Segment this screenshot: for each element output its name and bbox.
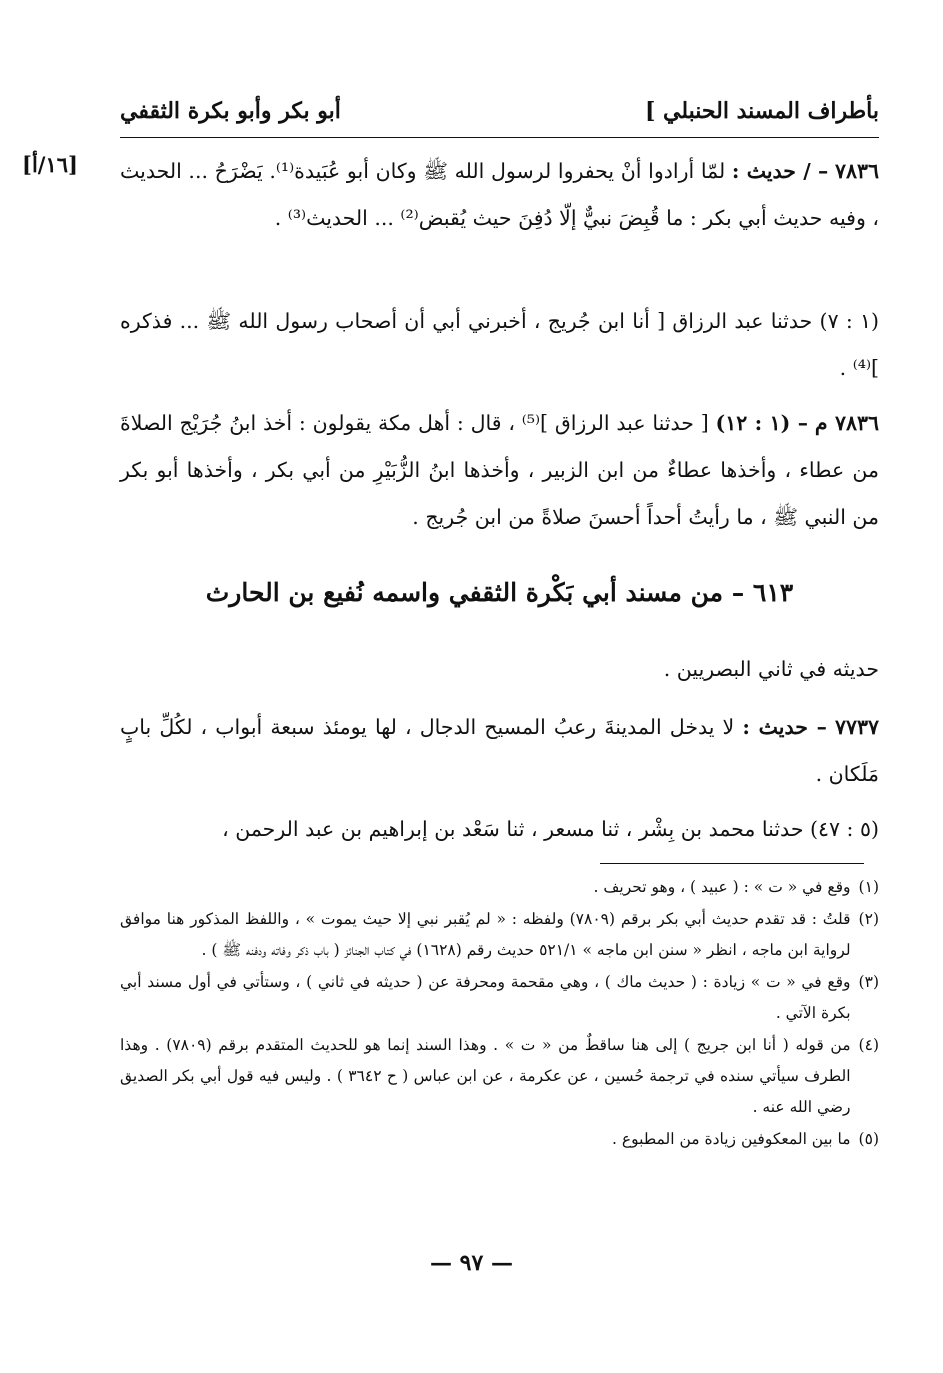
footnote-number: (٣) — [858, 973, 879, 991]
header-rule — [120, 137, 879, 138]
hadith-number: ٧٧٣٧ — [834, 715, 879, 739]
footnote-text: من قوله ( أنا ابن جريج ) إلى هنا ساقطٌ من « ت » . وهذا السند إنما هو للحديث المتقدم برقم (٧٨٠٩) . وهذا الطرف سيأتي سنده في ترجمة حُسين ، عن عكرمة ، عن ابن عباس ( ح ٣٦٤٢ ) . وليس فيه قول أبي بكر الصديق رضي الله عنه . — [120, 1036, 851, 1116]
hadith-7836 — [120, 148, 879, 242]
footnote — [120, 967, 879, 1029]
isnad-paragraph: (١ : ٧) حدثنا عبد الرزاق [ أنا ابن جُريج ، أخبرني أبي أن أصحاب رسول الله ﷺ ... فذكره ]⁽⁴⁾ . — [120, 309, 879, 380]
hadith-7737 — [120, 704, 879, 798]
footnote — [120, 1124, 879, 1155]
header-book-title: بأطراف المسند الحنبلي ] — [644, 98, 879, 124]
hadith-text: لمّا أرادوا أنْ يحفروا لرسول الله ﷺ وكان أبو عُبَيدة⁽¹⁾. يَضْرَحُ ... الحديث ، وفيه حديث أبي بكر : ما قُبِضَ نبيٌّ إلّا دُفِنَ حيث يُقبض⁽²⁾ ... الحديث⁽³⁾ . — [120, 159, 879, 230]
footnote — [120, 1030, 879, 1123]
footnote-text: قلتُ : قد تقدم حديث أبي بكر برقم (٧٨٠٩) ولفظه : « لم يُقبر نبي إلا حيث يموت » ، واللفظ المذكور هنا موافق لرواية ابن ماجه ، انظر « سنن ابن ماجه » ٥٢١/١ حديث رقم (١٦٢٨) في كتاب الجنائز ( باب ذكر وفاته ودفنه ﷺ ) . — [120, 910, 851, 959]
hadith-text: لا يدخل المدينةَ رعبُ المسيح الدجال ، لها يومئذ سبعة أبواب ، لكُلِّ بابٍ مَلَكان . — [120, 715, 879, 786]
footnote-number: (٥) — [858, 1130, 879, 1148]
section-intro: حديثه في ثاني البصريين . — [663, 657, 879, 681]
footnote — [120, 904, 879, 966]
hadith-text: [ حدثنا عبد الرزاق ]⁽⁵⁾ ، قال : أهل مكة يقولون : أخذ ابنُ جُرَيْج الصلاةَ من عطاء ، وأخذها عطاءٌ من ابن الزبير ، وأخذها ابنُ الزُّبَيْرِ من أبي بكر ، وأخذها أبو بكر من النبي ﷺ ، ما رأيتُ أحداً أحسنَ صلاةً من ابن جُريج . — [120, 411, 879, 529]
footnotes — [120, 872, 879, 1156]
footnote-number: (٤) — [858, 1036, 879, 1054]
footnote-number: (١) — [858, 878, 879, 896]
footnote-text: وقع في « ت » زيادة : ( حديث ماك ) ، وهي مقحمة ومحرفة عن ( حديثه في ثاني ) ، وستأتي في أول مسند أبي بكرة الآتي . — [120, 973, 851, 1022]
hadith-reference: – (١ : ١٢) — [715, 411, 809, 435]
footnote-text: ما بين المعكوفين زيادة من المطبوع . — [612, 1130, 851, 1148]
footnote-number: (٢) — [858, 910, 879, 928]
header-section-title: أبو بكر وأبو بكرة الثقفي — [120, 98, 341, 124]
footnote — [120, 872, 879, 903]
hadith-label: – حديث : — [742, 715, 827, 739]
hadith-number: ٧٨٣٦ م — [814, 411, 879, 435]
isnad-paragraph: (٥ : ٤٧) حدثنا محمد بن بِشْر ، ثنا مسعر ، ثنا سَعْد بن إبراهيم بن عبد الرحمن ، — [222, 817, 879, 841]
footnote-text: وقع في « ت » : ( عبيد ) ، وهو تحريف . — [593, 878, 851, 896]
section-heading: ٦١٣ – من مسند أبي بَكْرة الثقفي واسمه نُفيع بن الحارث — [205, 578, 794, 607]
manuscript-folio-note: [١٦/أ] — [22, 152, 78, 177]
hadith-number: ٧٨٣٦ — [834, 159, 880, 183]
footnote-separator — [600, 863, 864, 864]
hadith-7836m — [120, 400, 879, 541]
running-header — [120, 98, 879, 124]
hadith-label: – / حديث : — [731, 159, 829, 183]
page-number: — ٩٧ — — [430, 1250, 513, 1276]
